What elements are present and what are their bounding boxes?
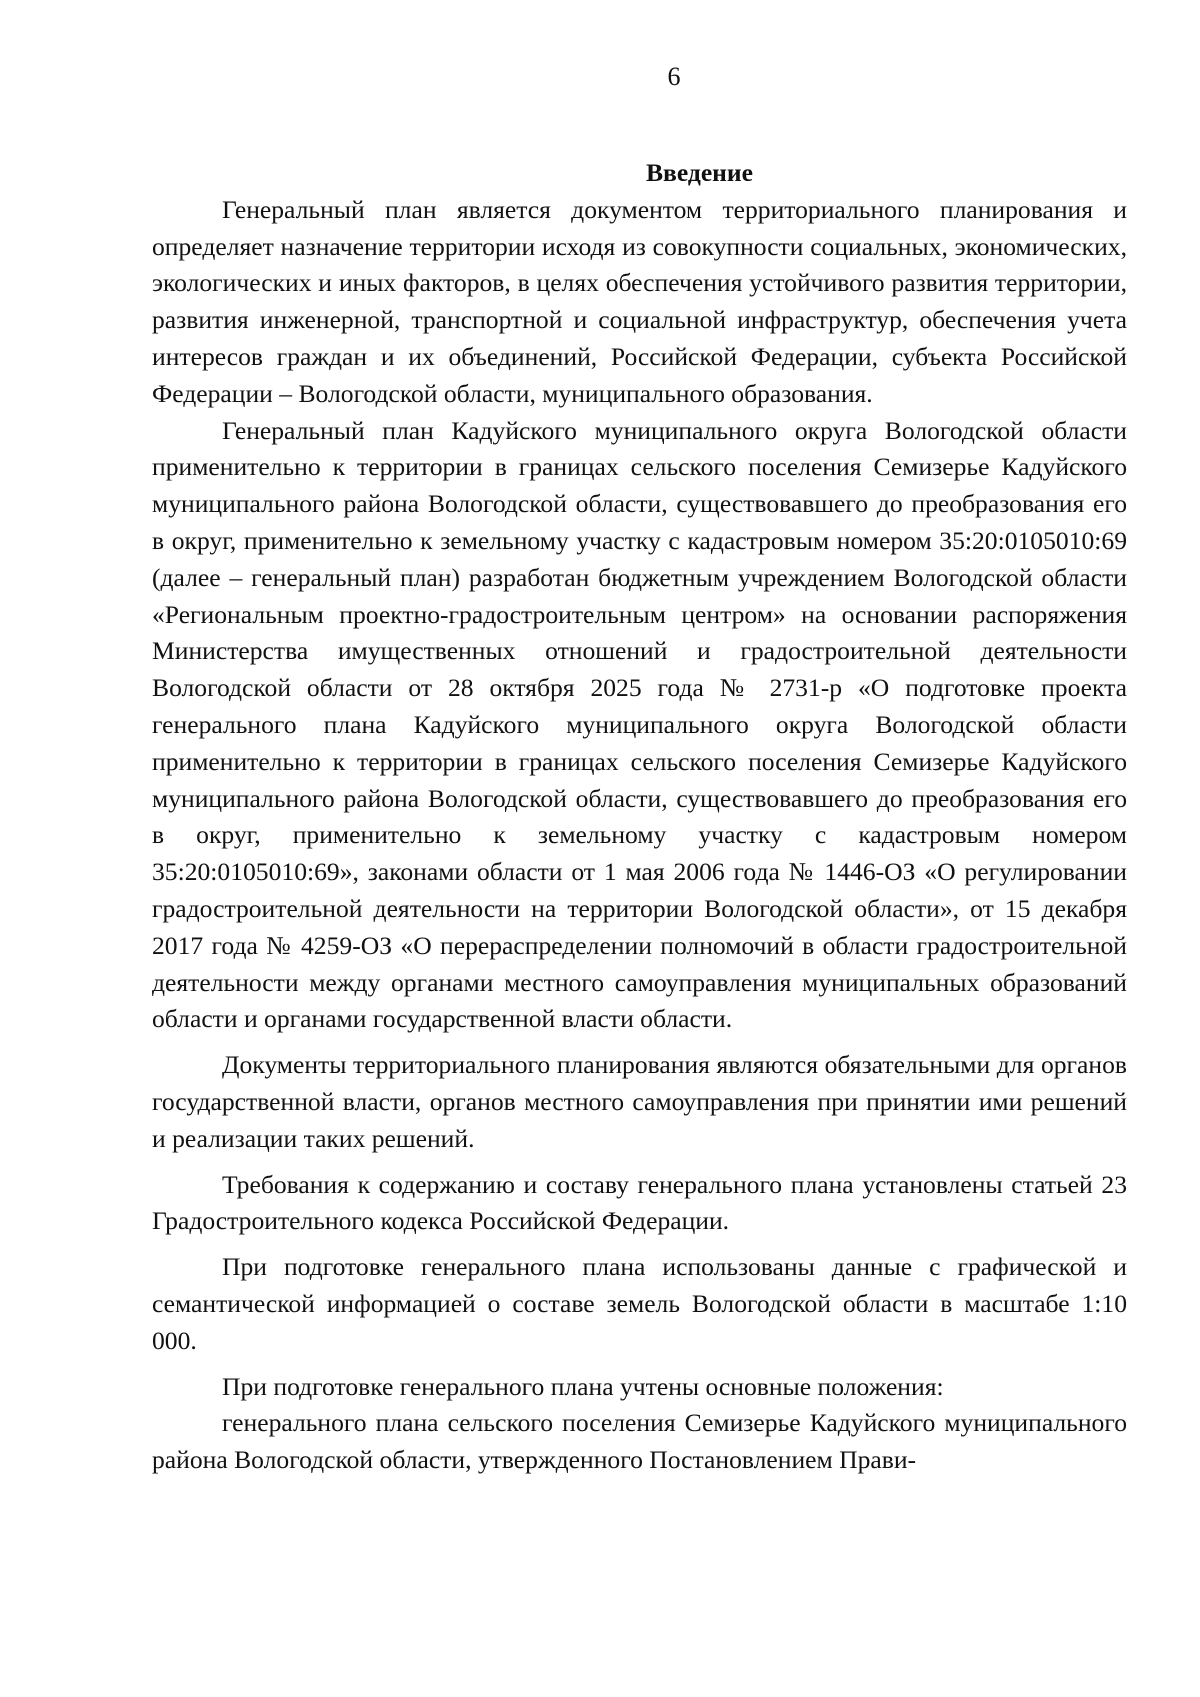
paragraph: При подготовке генерального плана использованы данные с графической и семантической информацией о составе земель Вологодской области в масштабе 1:10 000. xyxy=(152,1252,1127,1355)
paragraph: генерального плана сельского поселения Семизерье Кадуйского муниципального района Вологодской области, утвержденного Постановлением Прави- xyxy=(152,1408,1127,1475)
section-title: Введение xyxy=(645,158,754,187)
paragraph: Генеральный план является документом территориального планирования и определяет назначение территории исходя из совокупности социальных, экономических, экологических и иных факторов, в целях обеспечения устойчивого развития территории, развития инженерной, транспортной и социальной инфраструктур, обеспечения учета интересов граждан и их объединений, Российской Федерации, субъекта Российской Федерации – Вологодской области, муниципального образования. xyxy=(152,194,1127,408)
paragraph: Документы территориального планирования являются обязательными для органов государственной власти, органов местного самоуправления при принятии ими решений и реализации таких решений. xyxy=(152,1050,1127,1153)
paragraph: Генеральный план Кадуйского муниципального округа Вологодской области применительно к территории в границах сельского поселения Семизерье Кадуйского муниципального района Вологодской области, существовавшего до преобразования его в округ, применительно к земельному участку с кадастровым номером 35:20:0105010:69 (далее – генеральный план) разработан бюджетным учреждением Вологодской области «Региональным проектно-градостроительным центром» на основании распоряжения Министерства имущественных отношений и градостроительной деятельности Вологодской области от 28 октября 2025 года № 2731-р «О подготовке проекта генерального плана Кадуйского муниципального округа Вологодской области применительно к территории в границах сельского поселения Семизерье Кадуйского муниципального района Вологодской области, существовавшего до преобразования его в округ, применительно к земельному участку с кадастровым номером 35:20:0105010:69», законами области от 1 мая 2006 года № 1446-ОЗ «О регулировании градостроительной деятельности на территории Вологодской области», от 15 декабря 2017 года № 4259-ОЗ «О перераспределении полномочий в области градостроительной деятельности между органами местного самоуправления муниципальных образований области и органами государственной власти области. xyxy=(152,415,1127,1034)
paragraph: Требования к содержанию и составу генерального плана установлены статьей 23 Градостроительного кодекса Российской Федерации. xyxy=(152,1169,1127,1236)
document-body xyxy=(152,155,1127,1488)
paragraph: При подготовке генерального плана учтены основные положения: xyxy=(222,1371,944,1401)
page-number: 6 xyxy=(667,62,681,91)
